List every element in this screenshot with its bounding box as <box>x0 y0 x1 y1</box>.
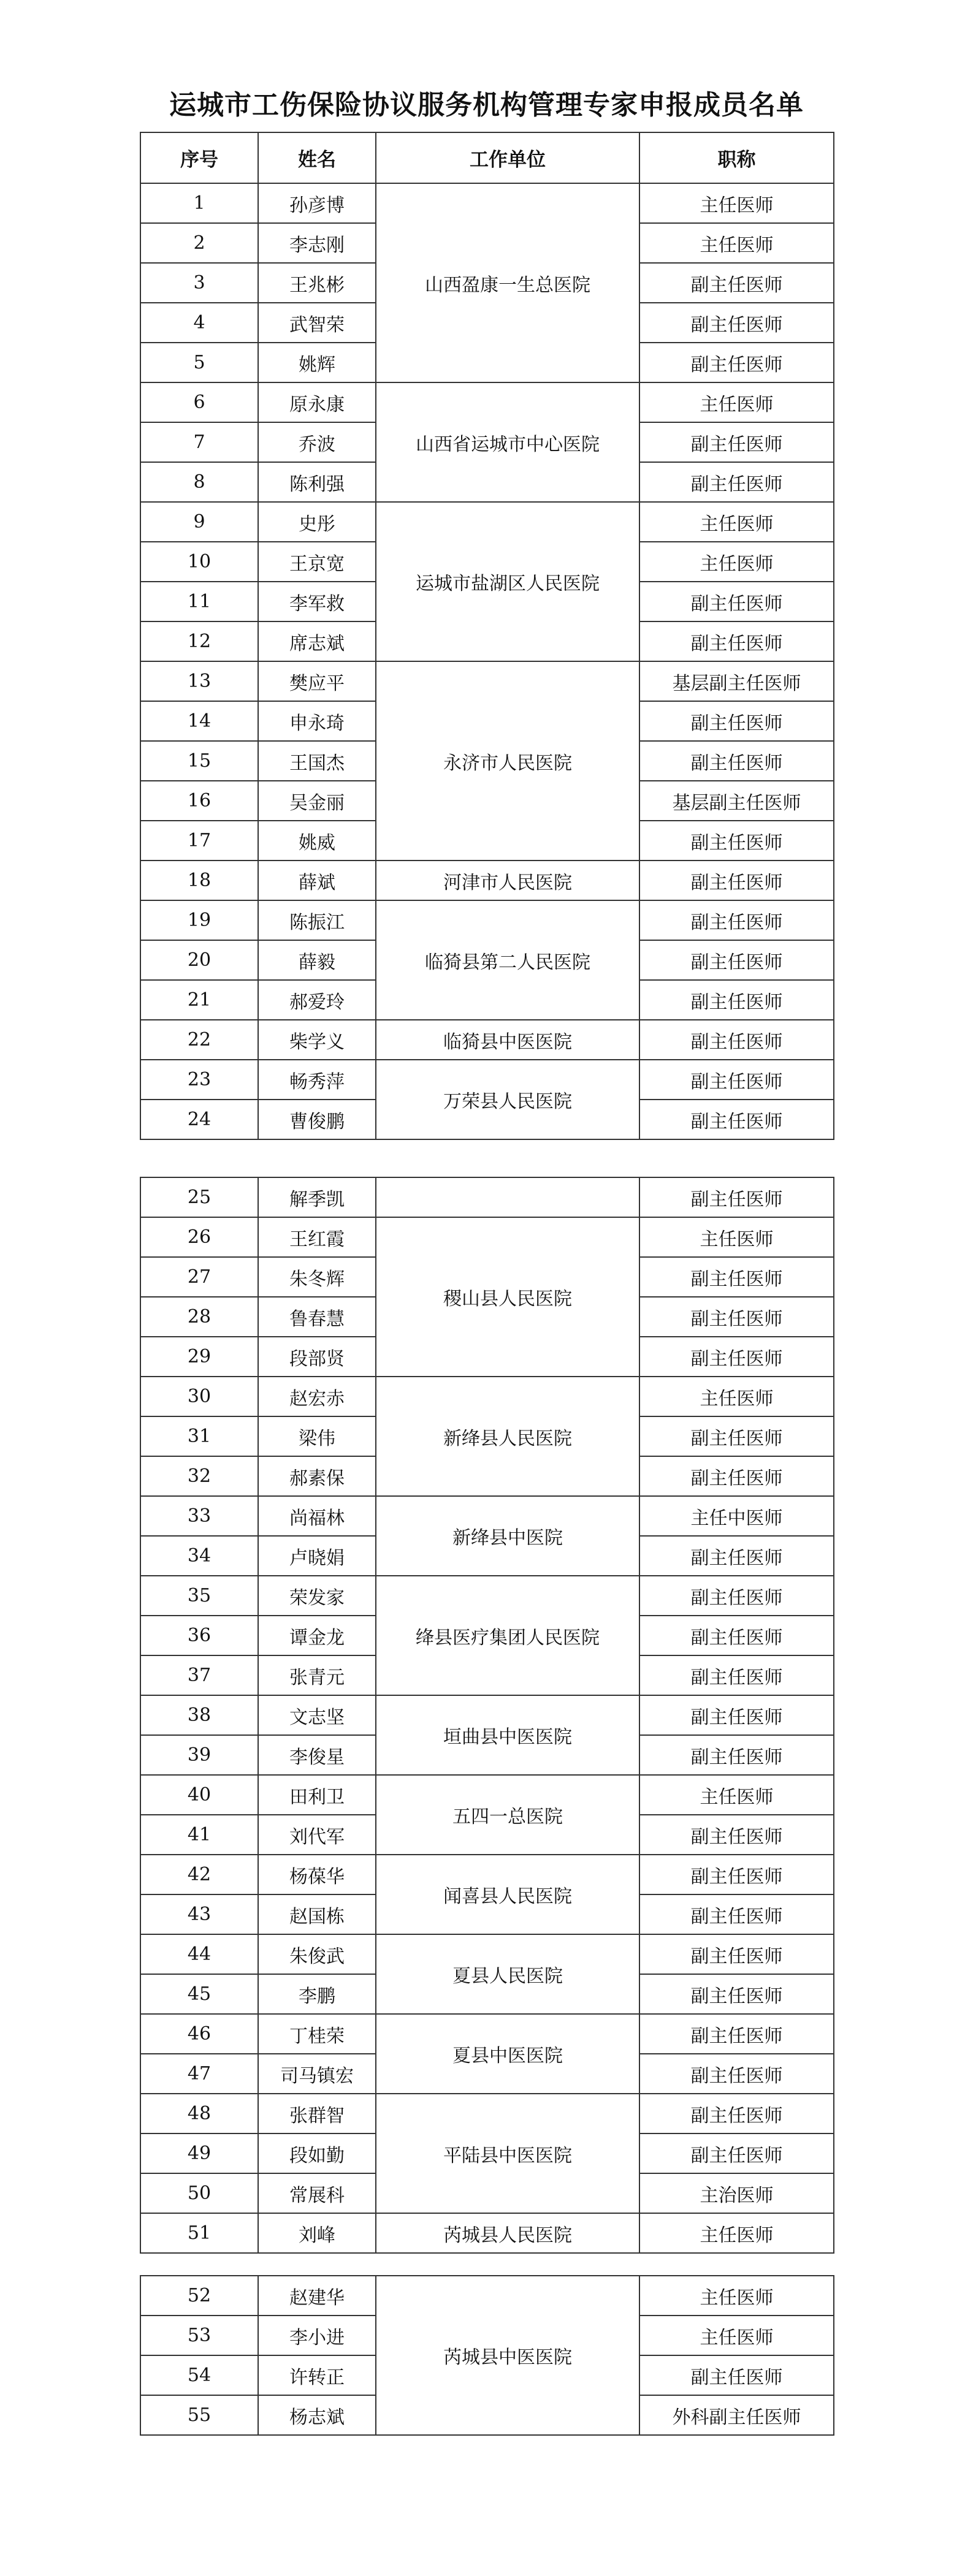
cell-name: 丁桂荣 <box>258 2014 376 2054</box>
cell-name: 申永琦 <box>258 701 376 741</box>
cell-unit: 芮城县人民医院 <box>376 2213 639 2253</box>
cell-title: 副主任医师 <box>639 1100 834 1139</box>
document-title: 运城市工伤保险协议服务机构管理专家申报成员名单 <box>169 89 804 121</box>
cell-seq: 45 <box>140 1974 258 2014</box>
cell-name: 常展科 <box>258 2173 376 2213</box>
table-row <box>140 900 834 940</box>
cell-title: 副主任医师 <box>639 701 834 741</box>
cell-seq: 5 <box>140 343 258 382</box>
cell-name: 李志刚 <box>258 223 376 263</box>
header-unit: 工作单位 <box>376 132 639 183</box>
cell-seq: 55 <box>140 2395 258 2435</box>
cell-seq: 30 <box>140 1377 258 1416</box>
cell-name: 史彤 <box>258 502 376 542</box>
cell-title: 副主任医师 <box>639 1616 834 1655</box>
cell-seq: 8 <box>140 462 258 502</box>
cell-title: 副主任医师 <box>639 1337 834 1377</box>
cell-name: 司马镇宏 <box>258 2054 376 2094</box>
cell-name: 王兆彬 <box>258 263 376 303</box>
cell-seq: 47 <box>140 2054 258 2094</box>
cell-title: 副主任医师 <box>639 1576 834 1616</box>
cell-seq: 26 <box>140 1217 258 1257</box>
table-row <box>140 861 834 900</box>
table-row <box>140 1576 834 1616</box>
cell-name: 刘峰 <box>258 2213 376 2253</box>
table-row <box>140 2014 834 2054</box>
cell-title: 副主任医师 <box>639 940 834 980</box>
cell-name: 卢晓娟 <box>258 1536 376 1576</box>
table-row <box>140 1934 834 1974</box>
cell-seq: 22 <box>140 1020 258 1060</box>
table-row <box>140 2276 834 2316</box>
cell-seq: 27 <box>140 1257 258 1297</box>
cell-name: 赵宏赤 <box>258 1377 376 1416</box>
cell-title: 主任医师 <box>639 2316 834 2355</box>
cell-title: 主任医师 <box>639 223 834 263</box>
table-row <box>140 1177 834 1217</box>
cell-seq: 6 <box>140 382 258 422</box>
cell-seq: 51 <box>140 2213 258 2253</box>
cell-unit: 平陆县中医医院 <box>376 2094 639 2213</box>
cell-name: 段部贤 <box>258 1337 376 1377</box>
cell-name: 李鹏 <box>258 1974 376 2014</box>
cell-title: 基层副主任医师 <box>639 661 834 701</box>
cell-seq: 17 <box>140 821 258 861</box>
cell-unit: 新绛县中医院 <box>376 1496 639 1576</box>
table-row <box>140 183 834 223</box>
cell-unit: 万荣县人民医院 <box>376 1060 639 1139</box>
cell-title: 副主任医师 <box>639 1894 834 1934</box>
cell-seq: 33 <box>140 1496 258 1536</box>
cell-seq: 38 <box>140 1695 258 1735</box>
cell-name: 尚福林 <box>258 1496 376 1536</box>
cell-name: 畅秀萍 <box>258 1060 376 1100</box>
cell-name: 谭金龙 <box>258 1616 376 1655</box>
cell-title: 主任医师 <box>639 382 834 422</box>
cell-title: 副主任医师 <box>639 582 834 621</box>
cell-seq: 4 <box>140 303 258 343</box>
cell-seq: 3 <box>140 263 258 303</box>
cell-seq: 36 <box>140 1616 258 1655</box>
cell-title: 副主任医师 <box>639 1735 834 1775</box>
cell-title: 副主任医师 <box>639 1456 834 1496</box>
table-row <box>140 1496 834 1536</box>
cell-seq: 1 <box>140 183 258 223</box>
cell-seq: 50 <box>140 2173 258 2213</box>
cell-seq: 48 <box>140 2094 258 2133</box>
cell-seq: 37 <box>140 1655 258 1695</box>
cell-title: 副主任医师 <box>639 1177 834 1217</box>
cell-title: 主任医师 <box>639 2213 834 2253</box>
cell-unit: 河津市人民医院 <box>376 861 639 900</box>
cell-seq: 7 <box>140 422 258 462</box>
cell-name: 薛毅 <box>258 940 376 980</box>
cell-title: 副主任医师 <box>639 1297 834 1337</box>
cell-unit <box>376 1177 639 1217</box>
cell-unit: 山西省运城市中心医院 <box>376 382 639 502</box>
cell-unit: 闻喜县人民医院 <box>376 1855 639 1934</box>
cell-title: 副主任医师 <box>639 1020 834 1060</box>
cell-name: 柴学义 <box>258 1020 376 1060</box>
cell-title: 副主任医师 <box>639 2054 834 2094</box>
cell-title: 副主任医师 <box>639 1416 834 1456</box>
cell-seq: 24 <box>140 1100 258 1139</box>
cell-name: 刘代军 <box>258 1815 376 1855</box>
table-row <box>140 502 834 542</box>
cell-seq: 15 <box>140 741 258 781</box>
cell-seq: 18 <box>140 861 258 900</box>
roster-table-part-3 <box>140 2275 834 2436</box>
cell-seq: 23 <box>140 1060 258 1100</box>
cell-name: 曹俊鹏 <box>258 1100 376 1139</box>
cell-title: 副主任医师 <box>639 422 834 462</box>
cell-name: 杨志斌 <box>258 2395 376 2435</box>
cell-unit: 垣曲县中医医院 <box>376 1695 639 1775</box>
cell-seq: 42 <box>140 1855 258 1894</box>
cell-name: 赵国栋 <box>258 1894 376 1934</box>
cell-title: 副主任医师 <box>639 861 834 900</box>
cell-unit: 夏县中医医院 <box>376 2014 639 2094</box>
cell-unit: 稷山县人民医院 <box>376 1217 639 1377</box>
cell-name: 乔波 <box>258 422 376 462</box>
cell-title: 副主任医师 <box>639 741 834 781</box>
cell-name: 朱俊武 <box>258 1934 376 1974</box>
cell-name: 王红霞 <box>258 1217 376 1257</box>
cell-seq: 34 <box>140 1536 258 1576</box>
cell-name: 姚辉 <box>258 343 376 382</box>
table-row <box>140 1377 834 1416</box>
cell-seq: 16 <box>140 781 258 821</box>
table-row <box>140 382 834 422</box>
cell-seq: 2 <box>140 223 258 263</box>
cell-seq: 9 <box>140 502 258 542</box>
cell-title: 副主任医师 <box>639 303 834 343</box>
cell-title: 主任医师 <box>639 1217 834 1257</box>
cell-title: 副主任医师 <box>639 2355 834 2395</box>
cell-name: 樊应平 <box>258 661 376 701</box>
cell-title: 主任医师 <box>639 2276 834 2316</box>
cell-title: 主任医师 <box>639 183 834 223</box>
cell-seq: 31 <box>140 1416 258 1456</box>
cell-title: 基层副主任医师 <box>639 781 834 821</box>
cell-name: 陈利强 <box>258 462 376 502</box>
cell-unit: 夏县人民医院 <box>376 1934 639 2014</box>
cell-name: 郝爱玲 <box>258 980 376 1020</box>
cell-seq: 28 <box>140 1297 258 1337</box>
cell-name: 郝素保 <box>258 1456 376 1496</box>
cell-name: 朱冬辉 <box>258 1257 376 1297</box>
table-row <box>140 1020 834 1060</box>
cell-name: 张青元 <box>258 1655 376 1695</box>
cell-name: 段如勤 <box>258 2133 376 2173</box>
cell-seq: 14 <box>140 701 258 741</box>
cell-seq: 21 <box>140 980 258 1020</box>
roster-table-part-1 <box>140 132 834 1140</box>
cell-seq: 46 <box>140 2014 258 2054</box>
cell-seq: 49 <box>140 2133 258 2173</box>
cell-seq: 39 <box>140 1735 258 1775</box>
cell-unit: 新绛县人民医院 <box>376 1377 639 1496</box>
cell-name: 鲁春慧 <box>258 1297 376 1337</box>
cell-seq: 13 <box>140 661 258 701</box>
header-name: 姓名 <box>258 132 376 183</box>
cell-name: 张群智 <box>258 2094 376 2133</box>
cell-title: 副主任医师 <box>639 1257 834 1297</box>
cell-seq: 20 <box>140 940 258 980</box>
cell-name: 杨葆华 <box>258 1855 376 1894</box>
cell-unit: 绛县医疗集团人民医院 <box>376 1576 639 1695</box>
table-row <box>140 661 834 701</box>
cell-name: 梁伟 <box>258 1416 376 1456</box>
cell-title: 副主任医师 <box>639 1934 834 1974</box>
cell-name: 李军救 <box>258 582 376 621</box>
cell-seq: 11 <box>140 582 258 621</box>
cell-seq: 54 <box>140 2355 258 2395</box>
cell-title: 副主任医师 <box>639 1815 834 1855</box>
table-row <box>140 1775 834 1815</box>
cell-title: 副主任医师 <box>639 1855 834 1894</box>
table-row <box>140 2213 834 2253</box>
cell-unit: 永济市人民医院 <box>376 661 639 861</box>
cell-title: 副主任医师 <box>639 2094 834 2133</box>
cell-seq: 53 <box>140 2316 258 2355</box>
cell-title: 副主任医师 <box>639 621 834 661</box>
cell-title: 主任医师 <box>639 1377 834 1416</box>
cell-unit: 运城市盐湖区人民医院 <box>376 502 639 661</box>
cell-title: 副主任医师 <box>639 462 834 502</box>
cell-name: 陈振江 <box>258 900 376 940</box>
cell-unit: 临猗县第二人民医院 <box>376 900 639 1020</box>
cell-title: 副主任医师 <box>639 343 834 382</box>
cell-title: 副主任医师 <box>639 1536 834 1576</box>
cell-name: 田利卫 <box>258 1775 376 1815</box>
cell-title: 副主任医师 <box>639 2133 834 2173</box>
table-row <box>140 1060 834 1100</box>
cell-name: 吴金丽 <box>258 781 376 821</box>
table-row <box>140 1695 834 1735</box>
cell-seq: 29 <box>140 1337 258 1377</box>
cell-name: 武智荣 <box>258 303 376 343</box>
cell-title: 副主任医师 <box>639 980 834 1020</box>
cell-unit: 山西盈康一生总医院 <box>376 183 639 382</box>
cell-name: 王国杰 <box>258 741 376 781</box>
cell-name: 荣发家 <box>258 1576 376 1616</box>
cell-title: 副主任医师 <box>639 821 834 861</box>
header-row <box>140 132 834 183</box>
cell-title: 副主任医师 <box>639 263 834 303</box>
cell-name: 席志斌 <box>258 621 376 661</box>
cell-title: 主任中医师 <box>639 1496 834 1536</box>
cell-seq: 12 <box>140 621 258 661</box>
cell-name: 李俊星 <box>258 1735 376 1775</box>
cell-seq: 10 <box>140 542 258 582</box>
cell-seq: 52 <box>140 2276 258 2316</box>
header-title: 职称 <box>639 132 834 183</box>
table-row <box>140 1217 834 1257</box>
cell-title: 主任医师 <box>639 542 834 582</box>
cell-name: 薛斌 <box>258 861 376 900</box>
cell-name: 王京宽 <box>258 542 376 582</box>
cell-title: 主治医师 <box>639 2173 834 2213</box>
cell-seq: 43 <box>140 1894 258 1934</box>
cell-title: 外科副主任医师 <box>639 2395 834 2435</box>
cell-title: 副主任医师 <box>639 1060 834 1100</box>
roster-table-part-2 <box>140 1177 834 2254</box>
cell-title: 主任医师 <box>639 1775 834 1815</box>
header-seq: 序号 <box>140 132 258 183</box>
cell-name: 李小进 <box>258 2316 376 2355</box>
cell-seq: 44 <box>140 1934 258 1974</box>
cell-seq: 40 <box>140 1775 258 1815</box>
cell-title: 副主任医师 <box>639 2014 834 2054</box>
cell-name: 原永康 <box>258 382 376 422</box>
cell-unit: 临猗县中医医院 <box>376 1020 639 1060</box>
cell-name: 赵建华 <box>258 2276 376 2316</box>
cell-seq: 19 <box>140 900 258 940</box>
cell-seq: 32 <box>140 1456 258 1496</box>
cell-title: 副主任医师 <box>639 1695 834 1735</box>
cell-title: 副主任医师 <box>639 1974 834 2014</box>
cell-name: 姚威 <box>258 821 376 861</box>
cell-unit: 五四一总医院 <box>376 1775 639 1855</box>
cell-title: 主任医师 <box>639 502 834 542</box>
cell-seq: 35 <box>140 1576 258 1616</box>
cell-seq: 25 <box>140 1177 258 1217</box>
table-row <box>140 2094 834 2133</box>
cell-name: 孙彦博 <box>258 183 376 223</box>
cell-seq: 41 <box>140 1815 258 1855</box>
cell-name: 解季凯 <box>258 1177 376 1217</box>
cell-unit: 芮城县中医医院 <box>376 2276 639 2435</box>
cell-name: 文志坚 <box>258 1695 376 1735</box>
cell-title: 副主任医师 <box>639 1655 834 1695</box>
table-row <box>140 1855 834 1894</box>
cell-title: 副主任医师 <box>639 900 834 940</box>
cell-name: 许转正 <box>258 2355 376 2395</box>
